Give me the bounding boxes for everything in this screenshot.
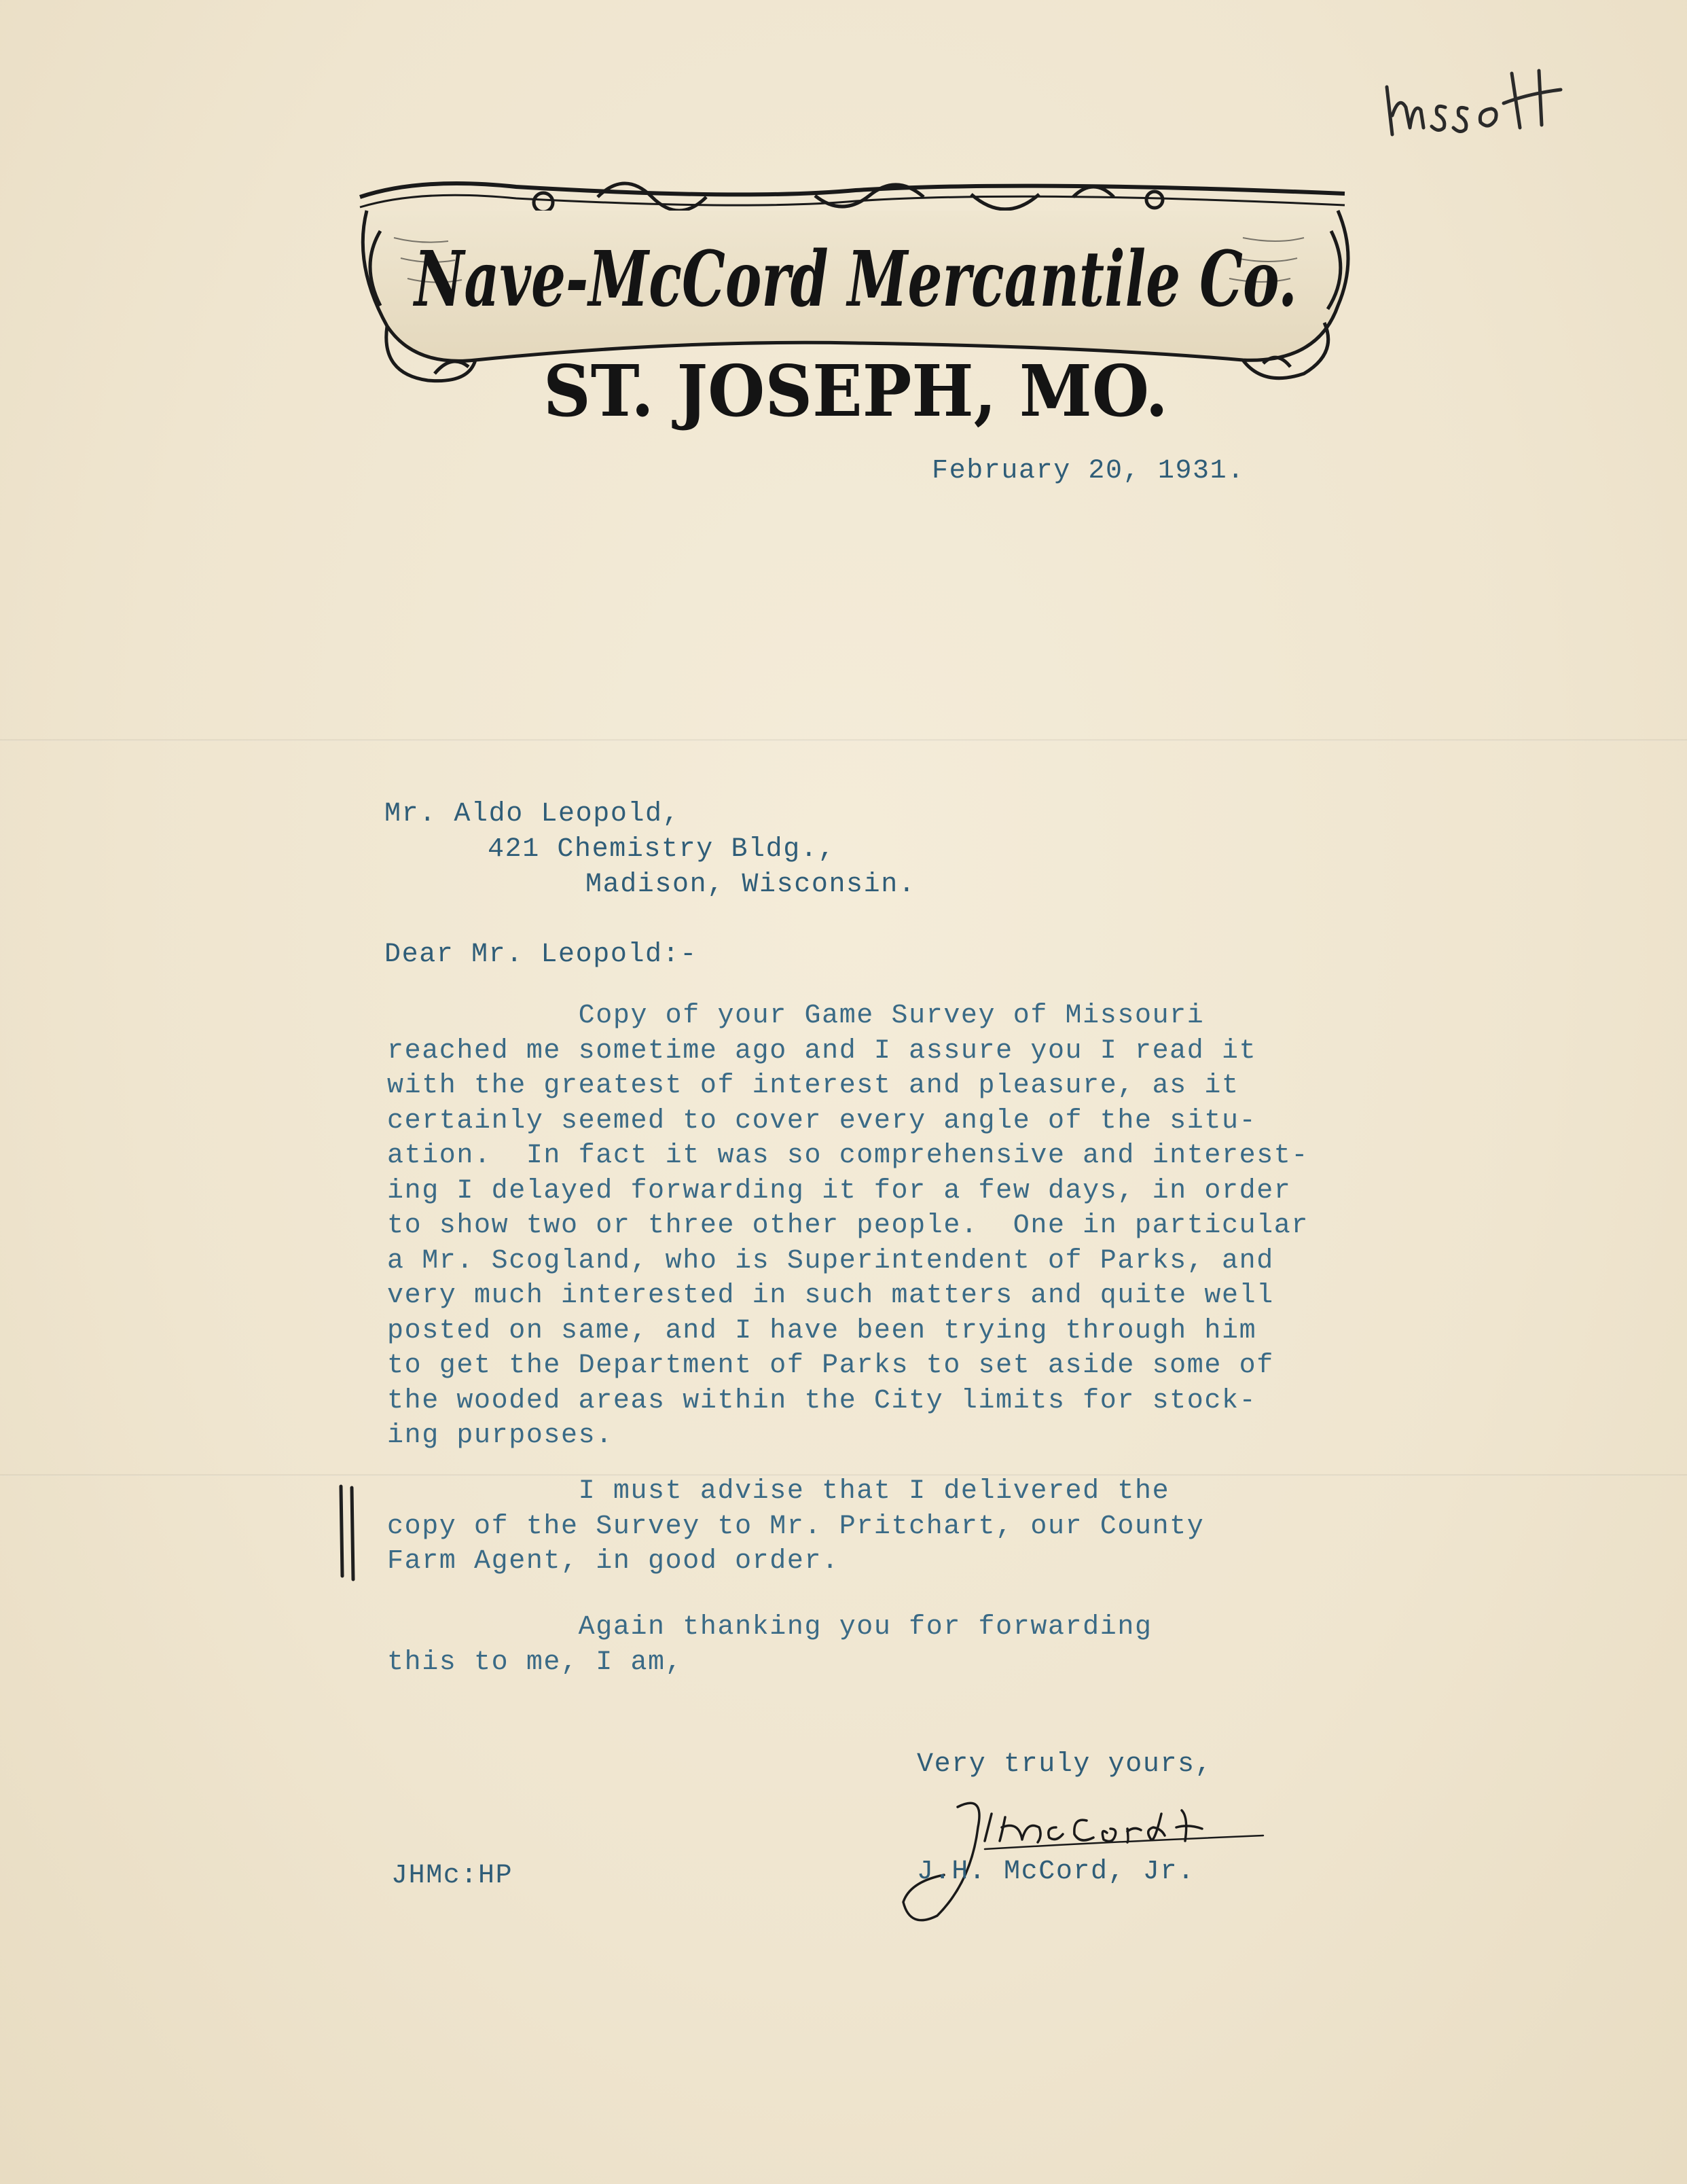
reference-initials: JHMc:HP xyxy=(391,1861,513,1891)
body-line: with the greatest of interest and pleasure, as it xyxy=(387,1071,1239,1101)
recipient-city: Madison, Wisconsin. xyxy=(585,870,916,900)
recipient-street: 421 Chemistry Bldg., xyxy=(488,834,836,865)
paragraph-2 xyxy=(387,1474,1204,1579)
letter-date: February 20, 1931. xyxy=(932,456,1245,486)
complimentary-close: Very truly yours, xyxy=(917,1749,1213,1780)
recipient-name: Mr. Aldo Leopold, xyxy=(384,799,681,829)
body-line: reached me sometime ago and I assure you I read it xyxy=(387,1035,1257,1067)
body-line: ation. In fact it was so comprehensive and interest- xyxy=(387,1141,1309,1171)
company-name: Nave-McCord Mercantile Co. xyxy=(412,235,1298,324)
letterhead-banner xyxy=(340,170,1372,435)
handwritten-corner-note xyxy=(1379,54,1582,143)
body-line: the wooded areas within the City limits for stock- xyxy=(387,1385,1257,1416)
body-line: ing I delayed forwarding it for a few days, in order xyxy=(387,1175,1292,1206)
body-line: to get the Department of Parks to set aside some of xyxy=(387,1350,1274,1381)
body-line: posted on same, and I have been trying through him xyxy=(387,1315,1257,1346)
body-line: copy of the Survey to Mr. Pritchart, our County xyxy=(387,1511,1205,1542)
company-city: ST. JOSEPH, MO. xyxy=(543,349,1168,433)
paragraph-3 xyxy=(387,1610,1153,1680)
body-line: certainly seemed to cover every angle of the situ- xyxy=(387,1105,1257,1136)
body-line: a Mr. Scogland, who is Superintendent of Parks, and xyxy=(387,1245,1274,1276)
signer-name: J.H. McCord, Jr. xyxy=(917,1857,1195,1887)
salutation: Dear Mr. Leopold:- xyxy=(384,939,697,970)
body-line: Again thanking you for forwarding xyxy=(387,1612,1153,1643)
body-line: ing purposes. xyxy=(387,1420,613,1451)
margin-mark xyxy=(334,1481,361,1583)
body-line: Copy of your Game Survey of Missouri xyxy=(387,1001,1205,1031)
fold-line xyxy=(0,739,1687,741)
body-line: Farm Agent, in good order. xyxy=(387,1546,839,1577)
body-line: to show two or three other people. One in particular xyxy=(387,1211,1309,1241)
body-line: very much interested in such matters and quite well xyxy=(387,1281,1274,1311)
paragraph-1 xyxy=(387,999,1309,1454)
body-line: this to me, I am, xyxy=(387,1647,683,1678)
body-line: I must advise that I delivered the xyxy=(387,1476,1170,1507)
